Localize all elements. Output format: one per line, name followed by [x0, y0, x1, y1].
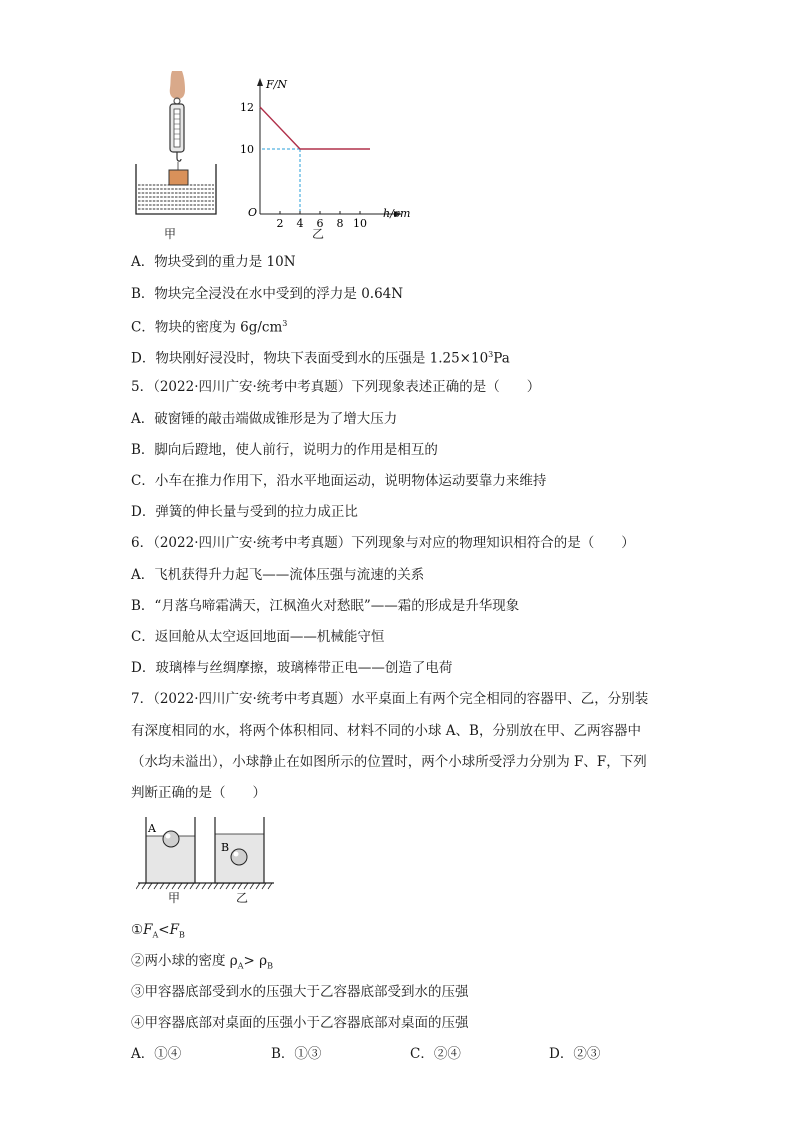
- q7-stem-line3: （水均未溢出），小球静止在如图所示的位置时，两个小球所受浮力分别为 F、F，下列: [131, 754, 647, 770]
- x-tick-label-6: 6: [316, 217, 324, 230]
- label-b: B: [221, 841, 230, 854]
- x-axis-label: h/cm: [383, 207, 411, 220]
- q4-option-c: C．物块的密度为 $6g/cm^3$: [131, 319, 288, 336]
- ball-a: [163, 831, 179, 847]
- q5-stem: 5．（2022·四川广安·统考中考真题）下列现象表述正确的是（ ）: [131, 379, 541, 395]
- q4-option-a: A．物块受到的重力是 10N: [131, 254, 296, 270]
- q7-caption-yi: 乙: [236, 891, 249, 905]
- q7-stem-line2: 有深度相同的水，将两个体积相同、材料不同的小球 A、B，分别放在甲、乙两容器中: [131, 723, 641, 739]
- ball-b: [231, 849, 247, 865]
- q7-option-a: A．①④: [131, 1046, 182, 1062]
- q5-option-c: C．小车在推力作用下，沿水平地面运动，说明物体运动要靠力来维持: [131, 473, 547, 489]
- q7-stem-line4: 判断正确的是（ ）: [131, 785, 266, 801]
- q4-option-d: D．物块刚好浸没时，物块下表面受到水的压强是 $1.25\times 10^3Pa$: [131, 350, 510, 367]
- q7-option-c: C．②④: [410, 1046, 461, 1062]
- spring-scale-figure: [130, 68, 225, 238]
- figure-caption-jia: 甲: [164, 227, 177, 241]
- x-tick-label-8: 8: [336, 217, 344, 230]
- origin-label: O: [248, 206, 258, 219]
- block: [169, 170, 188, 185]
- force-depth-graph: [240, 74, 420, 234]
- hand-icon: [170, 71, 185, 99]
- x-tick-label-4: 4: [296, 217, 304, 230]
- q7-option-b: B．①③: [271, 1046, 322, 1062]
- label-a: A: [148, 822, 156, 835]
- force-line: [260, 107, 370, 149]
- q4-option-b: B．物块完全浸没在水中受到的浮力是 0.64N: [131, 286, 404, 302]
- q6-option-a: A．飞机获得升力起飞——流体压强与流速的关系: [131, 567, 425, 583]
- figure-caption-yi: 乙: [312, 227, 325, 241]
- q7-statement-3: ③甲容器底部受到水的压强大于乙容器底部受到水的压强: [131, 984, 469, 1000]
- q7-statement-4: ④甲容器底部对桌面的压强小于乙容器底部对桌面的压强: [131, 1015, 469, 1031]
- q7-option-d: D．②③: [549, 1046, 601, 1062]
- y-tick-label-10: 10: [240, 143, 254, 156]
- q6-option-c: C．返回舱从太空返回地面——机械能守恒: [131, 629, 385, 645]
- q7-statement-2: ②两小球的密度 $\rho_A> \rho_B$: [131, 953, 273, 971]
- q6-stem: 6．（2022·四川广安·统考中考真题）下列现象与对应的物理知识相符合的是（ ）: [131, 535, 635, 551]
- y-axis-label: F/N: [266, 78, 287, 91]
- y-tick-label-12: 12: [240, 101, 254, 114]
- q6-option-d: D．玻璃棒与丝绸摩擦，玻璃棒带正电——创造了电荷: [131, 660, 453, 676]
- q5-option-d: D．弹簧的伸长量与受到的拉力成正比: [131, 504, 358, 520]
- q6-option-b: B．“月落乌啼霜满天，江枫渔火对愁眠”——霜的形成是升华现象: [131, 598, 520, 614]
- q5-option-a: A．破窗锤的敲击端做成锥形是为了增大压力: [131, 411, 398, 427]
- q7-statement-1: $①F_A<F_B$: [131, 922, 185, 940]
- x-tick-label-2: 2: [276, 217, 284, 230]
- two-containers-figure: [136, 815, 276, 905]
- q7-stem-line1: 7．（2022·四川广安·统考中考真题）水平桌面上有两个完全相同的容器甲、乙，分别装: [131, 691, 649, 707]
- x-tick-label-10: 10: [353, 217, 367, 230]
- q5-option-b: B．脚向后蹬地，使人前行，说明力的作用是相互的: [131, 442, 438, 458]
- q7-caption-jia: 甲: [168, 891, 181, 905]
